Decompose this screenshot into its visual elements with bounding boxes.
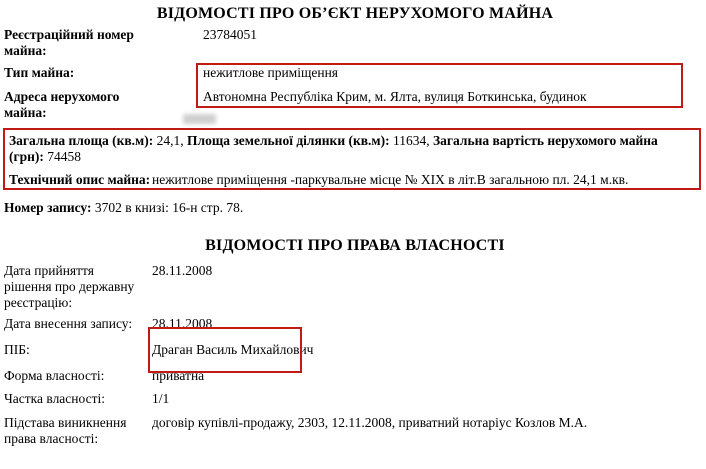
property-type-label: Тип майна:: [4, 65, 75, 80]
registration-number-label: Реєстраційний номер майна:: [4, 27, 134, 58]
entry-date-value: 28.11.2008: [152, 316, 213, 331]
table-row: [4, 342, 706, 358]
object-info-table: [4, 27, 706, 121]
table-row: [4, 27, 706, 59]
owner-name-label: ПІБ:: [4, 342, 30, 357]
section-object-title: ВІДОМОСТІ ПРО ОБ’ЄКТ НЕРУХОМОГО МАЙНА: [156, 5, 554, 22]
ownership-basis-value: договір купівлі-продажу, 2303, 12.11.2008, приватний нотаріус Козлов М.А.: [152, 415, 588, 430]
record-number-line: [4, 200, 706, 216]
ownership-share-value: 1/1: [152, 391, 170, 406]
registration-number-value: 23784051: [203, 27, 257, 42]
table-row: [4, 391, 706, 407]
land-area-label: Площа земельної ділянки (кв.м):: [187, 133, 390, 148]
technical-description-value: нежитлове приміщення -паркувальне місце № XIX в літ.В загальною пл. 24,1 м.кв.: [152, 172, 629, 187]
area-summary-line: [9, 133, 695, 165]
ownership-form-label: Форма власності:: [4, 368, 105, 383]
section-rights-title: ВІДОМОСТІ ПРО ПРАВА ВЛАСНОСТІ: [205, 237, 505, 254]
property-address-label: Адреса нерухомого майна:: [4, 89, 120, 120]
property-type-value: нежитлове приміщення: [203, 65, 339, 80]
entry-date-label: Дата внесення запису:: [4, 316, 133, 331]
technical-description-label: Технічний опис майна:: [9, 172, 151, 187]
table-row: [4, 89, 706, 121]
ownership-form-value: приватна: [152, 368, 205, 383]
table-row: [4, 316, 706, 332]
decision-date-value: 28.11.2008: [152, 263, 213, 278]
highlight-box-area-tech: [3, 128, 701, 190]
record-number-value: 3702 в книзі: 16-н стр. 78.: [94, 200, 244, 215]
total-area-value: 24,1,: [156, 133, 184, 148]
record-number-label: Номер запису:: [4, 200, 92, 215]
table-row: [4, 415, 706, 447]
ownership-info-table: [4, 263, 706, 447]
property-address-value: Автономна Республіка Крим, м. Ялта, вулиця Боткинська, будинок: [203, 89, 587, 104]
total-value-label: Загальна вартість нерухомого майна (грн):: [9, 133, 658, 164]
ownership-basis-label: Підстава виникнення права власності:: [4, 415, 127, 446]
decision-date-label: Дата прийняття рішення про державну реєстрацію:: [4, 263, 135, 310]
table-row: [4, 368, 706, 384]
owner-name-value: Драган Василь Михайлович: [152, 342, 314, 357]
total-area-label: Загальна площа (кв.м):: [9, 133, 154, 148]
total-value-value: 74458: [47, 149, 82, 164]
ownership-share-label: Частка власності:: [4, 391, 105, 406]
table-row: [4, 263, 706, 311]
redacted-house-number: [183, 114, 216, 124]
table-row: [4, 65, 706, 81]
land-area-value: 11634,: [393, 133, 430, 148]
table-row: [9, 172, 695, 188]
